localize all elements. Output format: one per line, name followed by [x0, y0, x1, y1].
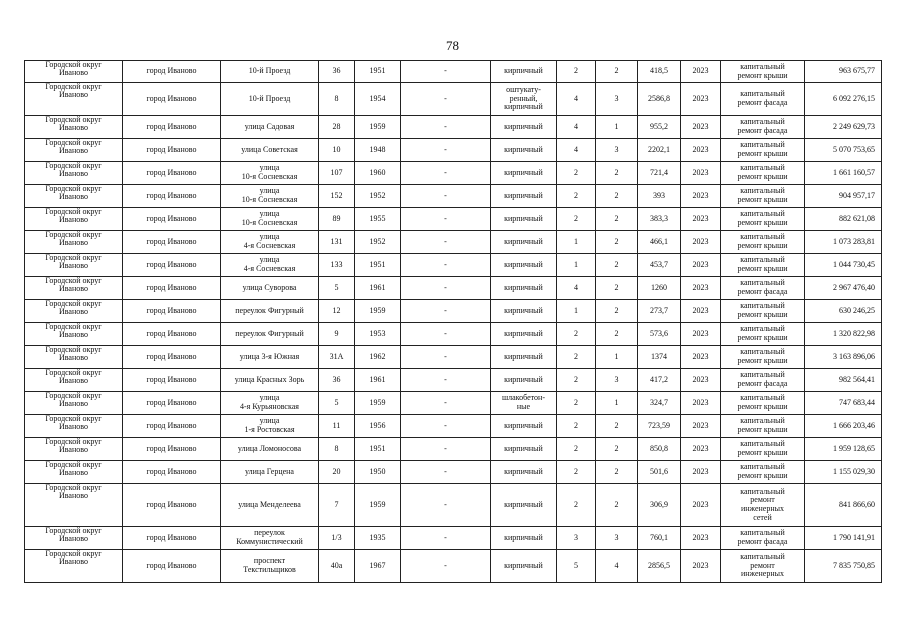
cell-planned-year: 2023 [681, 277, 721, 300]
cell-planned-year: 2023 [681, 231, 721, 254]
cell-year-reconstructed: - [401, 116, 491, 139]
cell-house-number: 8 [319, 83, 355, 116]
cell-entrances: 3 [596, 527, 638, 550]
cell-street: проспект Текстильщиков [221, 550, 319, 583]
cell-municipality: Городской округ Иваново [25, 61, 123, 83]
cell-floors: 2 [557, 484, 596, 527]
cell-area: 573,6 [638, 323, 681, 346]
cell-planned-year: 2023 [681, 415, 721, 438]
cell-entrances: 2 [596, 461, 638, 484]
cell-entrances: 2 [596, 162, 638, 185]
cell-house-number: 9 [319, 323, 355, 346]
cell-year-reconstructed: - [401, 392, 491, 415]
cell-wall-material: кирпичный [491, 550, 557, 583]
cell-floors: 2 [557, 369, 596, 392]
cell-area: 273,7 [638, 300, 681, 323]
cell-house-number: 31А [319, 346, 355, 369]
cell-street: улица Суворова [221, 277, 319, 300]
cell-street: улица Ломоносова [221, 438, 319, 461]
cell-locality: город Иваново [123, 277, 221, 300]
cell-year-built: 1950 [355, 461, 401, 484]
cell-house-number: 11 [319, 415, 355, 438]
cell-municipality: Городской округ Иваново [25, 185, 123, 208]
cell-work-type: капитальный ремонт крыши [721, 346, 805, 369]
cell-locality: город Иваново [123, 208, 221, 231]
cell-floors: 4 [557, 277, 596, 300]
cell-floors: 5 [557, 550, 596, 583]
cell-planned-year: 2023 [681, 83, 721, 116]
cell-street: улица 4-я Сосневская [221, 231, 319, 254]
cell-entrances: 2 [596, 208, 638, 231]
cell-cost: 3 163 896,06 [805, 346, 882, 369]
cell-wall-material: кирпичный [491, 185, 557, 208]
cell-year-reconstructed: - [401, 139, 491, 162]
cell-year-reconstructed: - [401, 185, 491, 208]
cell-locality: город Иваново [123, 300, 221, 323]
table-row [25, 185, 882, 208]
cell-planned-year: 2023 [681, 185, 721, 208]
cell-municipality: Городской округ Иваново [25, 346, 123, 369]
cell-locality: город Иваново [123, 369, 221, 392]
cell-work-type: капитальный ремонт крыши [721, 185, 805, 208]
cell-street: переулок Фигурный [221, 323, 319, 346]
cell-year-reconstructed: - [401, 346, 491, 369]
cell-floors: 2 [557, 162, 596, 185]
cell-entrances: 2 [596, 254, 638, 277]
cell-area: 723,59 [638, 415, 681, 438]
cell-house-number: 7 [319, 484, 355, 527]
cell-planned-year: 2023 [681, 550, 721, 583]
cell-planned-year: 2023 [681, 392, 721, 415]
cell-cost: 982 564,41 [805, 369, 882, 392]
cell-area: 453,7 [638, 254, 681, 277]
cell-locality: город Иваново [123, 438, 221, 461]
cell-area: 760,1 [638, 527, 681, 550]
cell-entrances: 1 [596, 116, 638, 139]
cell-municipality: Городской округ Иваново [25, 300, 123, 323]
cell-municipality: Городской округ Иваново [25, 527, 123, 550]
cell-entrances: 1 [596, 392, 638, 415]
cell-year-built: 1952 [355, 185, 401, 208]
cell-locality: город Иваново [123, 484, 221, 527]
cell-street: 10-й Проезд [221, 61, 319, 83]
cell-wall-material: оштукату- ренный, кирпичный [491, 83, 557, 116]
cell-entrances: 1 [596, 346, 638, 369]
cell-wall-material: кирпичный [491, 323, 557, 346]
cell-entrances: 2 [596, 185, 638, 208]
cell-entrances: 2 [596, 415, 638, 438]
cell-locality: город Иваново [123, 550, 221, 583]
cell-work-type: капитальный ремонт фасада [721, 369, 805, 392]
cell-street: улица 4-я Сосневская [221, 254, 319, 277]
cell-planned-year: 2023 [681, 300, 721, 323]
cell-floors: 1 [557, 300, 596, 323]
cell-house-number: 107 [319, 162, 355, 185]
cell-year-reconstructed: - [401, 83, 491, 116]
cell-house-number: 89 [319, 208, 355, 231]
cell-floors: 1 [557, 231, 596, 254]
table-row [25, 139, 882, 162]
cell-year-reconstructed: - [401, 438, 491, 461]
cell-year-reconstructed: - [401, 277, 491, 300]
cell-entrances: 3 [596, 139, 638, 162]
table-row [25, 527, 882, 550]
cell-wall-material: кирпичный [491, 139, 557, 162]
cell-year-reconstructed: - [401, 162, 491, 185]
cell-year-reconstructed: - [401, 254, 491, 277]
table-row [25, 61, 882, 83]
cell-floors: 2 [557, 461, 596, 484]
cell-floors: 2 [557, 208, 596, 231]
cell-planned-year: 2023 [681, 323, 721, 346]
cell-cost: 5 070 753,65 [805, 139, 882, 162]
cell-municipality: Городской округ Иваново [25, 323, 123, 346]
cell-floors: 2 [557, 415, 596, 438]
cell-area: 324,7 [638, 392, 681, 415]
cell-work-type: капитальный ремонт крыши [721, 208, 805, 231]
cell-area: 1260 [638, 277, 681, 300]
table-row [25, 162, 882, 185]
cell-year-built: 1959 [355, 116, 401, 139]
cell-floors: 1 [557, 254, 596, 277]
cell-locality: город Иваново [123, 392, 221, 415]
cell-municipality: Городской округ Иваново [25, 461, 123, 484]
cell-cost: 2 249 629,73 [805, 116, 882, 139]
cell-cost: 1 073 283,81 [805, 231, 882, 254]
cell-year-built: 1951 [355, 61, 401, 83]
cell-work-type: капитальный ремонт крыши [721, 461, 805, 484]
cell-floors: 4 [557, 139, 596, 162]
cell-locality: город Иваново [123, 116, 221, 139]
cell-municipality: Городской округ Иваново [25, 484, 123, 527]
cell-locality: город Иваново [123, 415, 221, 438]
table-row [25, 461, 882, 484]
cell-planned-year: 2023 [681, 461, 721, 484]
cell-cost: 1 959 128,65 [805, 438, 882, 461]
cell-work-type: капитальный ремонт инженерных сетей [721, 484, 805, 527]
cell-floors: 2 [557, 346, 596, 369]
cell-year-reconstructed: - [401, 231, 491, 254]
cell-year-built: 1956 [355, 415, 401, 438]
cell-cost: 841 866,60 [805, 484, 882, 527]
cell-entrances: 3 [596, 369, 638, 392]
cell-entrances: 2 [596, 438, 638, 461]
cell-wall-material: кирпичный [491, 346, 557, 369]
cell-street: улица Садовая [221, 116, 319, 139]
cell-cost: 747 683,44 [805, 392, 882, 415]
cell-municipality: Городской округ Иваново [25, 162, 123, 185]
table-row [25, 231, 882, 254]
cell-year-built: 1960 [355, 162, 401, 185]
cell-wall-material: кирпичный [491, 162, 557, 185]
cell-house-number: 12 [319, 300, 355, 323]
cell-work-type: капитальный ремонт крыши [721, 438, 805, 461]
cell-year-built: 1959 [355, 484, 401, 527]
cell-entrances: 3 [596, 83, 638, 116]
table-row [25, 392, 882, 415]
cell-work-type: капитальный ремонт фасада [721, 527, 805, 550]
cell-year-reconstructed: - [401, 208, 491, 231]
cell-year-reconstructed: - [401, 300, 491, 323]
cell-entrances: 2 [596, 231, 638, 254]
cell-wall-material: кирпичный [491, 415, 557, 438]
cell-area: 721,4 [638, 162, 681, 185]
cell-year-built: 1951 [355, 254, 401, 277]
cell-work-type: капитальный ремонт крыши [721, 231, 805, 254]
cell-year-built: 1962 [355, 346, 401, 369]
cell-locality: город Иваново [123, 61, 221, 83]
cell-locality: город Иваново [123, 527, 221, 550]
table-row [25, 254, 882, 277]
cell-year-reconstructed: - [401, 369, 491, 392]
cell-planned-year: 2023 [681, 346, 721, 369]
cell-wall-material: кирпичный [491, 231, 557, 254]
cell-year-reconstructed: - [401, 484, 491, 527]
cell-planned-year: 2023 [681, 438, 721, 461]
table-row [25, 277, 882, 300]
cell-area: 466,1 [638, 231, 681, 254]
cell-house-number: 10 [319, 139, 355, 162]
cell-planned-year: 2023 [681, 61, 721, 83]
cell-cost: 963 675,77 [805, 61, 882, 83]
cell-year-built: 1954 [355, 83, 401, 116]
cell-municipality: Городской округ Иваново [25, 254, 123, 277]
cell-year-reconstructed: - [401, 550, 491, 583]
cell-cost: 2 967 476,40 [805, 277, 882, 300]
cell-wall-material: кирпичный [491, 527, 557, 550]
cell-street: улица Красных Зорь [221, 369, 319, 392]
cell-floors: 2 [557, 438, 596, 461]
table-row [25, 550, 882, 583]
cell-year-built: 1935 [355, 527, 401, 550]
cell-floors: 4 [557, 83, 596, 116]
cell-locality: город Иваново [123, 346, 221, 369]
cell-cost: 882 621,08 [805, 208, 882, 231]
cell-municipality: Городской округ Иваново [25, 231, 123, 254]
cell-area: 306,9 [638, 484, 681, 527]
cell-municipality: Городской округ Иваново [25, 415, 123, 438]
cell-street: улица 4-я Курьяновская [221, 392, 319, 415]
table-row [25, 346, 882, 369]
cell-wall-material: кирпичный [491, 116, 557, 139]
cell-locality: город Иваново [123, 461, 221, 484]
cell-planned-year: 2023 [681, 484, 721, 527]
cell-street: улица Советская [221, 139, 319, 162]
cell-street: улица 3-я Южная [221, 346, 319, 369]
cell-street: улица 10-я Сосневская [221, 208, 319, 231]
cell-planned-year: 2023 [681, 162, 721, 185]
cell-entrances: 2 [596, 484, 638, 527]
cell-wall-material: кирпичный [491, 369, 557, 392]
cell-street: улица 1-я Ростовская [221, 415, 319, 438]
cell-work-type: капитальный ремонт фасада [721, 116, 805, 139]
cell-work-type: капитальный ремонт крыши [721, 323, 805, 346]
cell-street: улица 10-я Сосневская [221, 185, 319, 208]
cell-work-type: капитальный ремонт крыши [721, 139, 805, 162]
cell-area: 501,6 [638, 461, 681, 484]
cell-planned-year: 2023 [681, 139, 721, 162]
cell-cost: 1 155 029,30 [805, 461, 882, 484]
cell-wall-material: кирпичный [491, 484, 557, 527]
cell-cost: 1 044 730,45 [805, 254, 882, 277]
cell-work-type: капитальный ремонт крыши [721, 162, 805, 185]
cell-year-built: 1948 [355, 139, 401, 162]
cell-house-number: 131 [319, 231, 355, 254]
table-row [25, 116, 882, 139]
cell-locality: город Иваново [123, 185, 221, 208]
cell-locality: город Иваново [123, 231, 221, 254]
cell-work-type: капитальный ремонт фасада [721, 277, 805, 300]
cell-cost: 1 790 141,91 [805, 527, 882, 550]
cell-area: 2856,5 [638, 550, 681, 583]
table-row [25, 83, 882, 116]
table-row [25, 369, 882, 392]
cell-area: 850,8 [638, 438, 681, 461]
cell-planned-year: 2023 [681, 208, 721, 231]
cell-year-built: 1959 [355, 300, 401, 323]
cell-work-type: капитальный ремонт крыши [721, 300, 805, 323]
cell-cost: 904 957,17 [805, 185, 882, 208]
cell-house-number: 36 [319, 369, 355, 392]
cell-planned-year: 2023 [681, 116, 721, 139]
table-row [25, 323, 882, 346]
cell-municipality: Городской округ Иваново [25, 392, 123, 415]
cell-year-reconstructed: - [401, 527, 491, 550]
cell-house-number: 40а [319, 550, 355, 583]
cell-municipality: Городской округ Иваново [25, 369, 123, 392]
cell-street: переулок Фигурный [221, 300, 319, 323]
cell-work-type: капитальный ремонт крыши [721, 61, 805, 83]
cell-municipality: Городской округ Иваново [25, 277, 123, 300]
cell-year-built: 1967 [355, 550, 401, 583]
cell-house-number: 5 [319, 392, 355, 415]
cell-work-type: капитальный ремонт крыши [721, 254, 805, 277]
cell-municipality: Городской округ Иваново [25, 208, 123, 231]
cell-cost: 1 320 822,98 [805, 323, 882, 346]
cell-floors: 2 [557, 61, 596, 83]
cell-house-number: 1/3 [319, 527, 355, 550]
cell-house-number: 20 [319, 461, 355, 484]
cell-house-number: 5 [319, 277, 355, 300]
cell-locality: город Иваново [123, 323, 221, 346]
page-number: 78 [446, 38, 459, 53]
cell-floors: 3 [557, 527, 596, 550]
cell-house-number: 28 [319, 116, 355, 139]
cell-year-built: 1961 [355, 369, 401, 392]
cell-municipality: Городской округ Иваново [25, 83, 123, 116]
cell-year-reconstructed: - [401, 461, 491, 484]
cell-area: 393 [638, 185, 681, 208]
cell-locality: город Иваново [123, 139, 221, 162]
cell-year-built: 1961 [355, 277, 401, 300]
cell-entrances: 2 [596, 323, 638, 346]
cell-area: 2586,8 [638, 83, 681, 116]
cell-street: улица Герцена [221, 461, 319, 484]
cell-house-number: 36 [319, 61, 355, 83]
cell-area: 418,5 [638, 61, 681, 83]
cell-planned-year: 2023 [681, 369, 721, 392]
cell-year-reconstructed: - [401, 61, 491, 83]
cell-entrances: 2 [596, 300, 638, 323]
cell-year-built: 1952 [355, 231, 401, 254]
cell-year-built: 1953 [355, 323, 401, 346]
cell-locality: город Иваново [123, 83, 221, 116]
cell-street: улица 10-я Сосневская [221, 162, 319, 185]
cell-cost: 1 661 160,57 [805, 162, 882, 185]
cell-wall-material: кирпичный [491, 254, 557, 277]
cell-street: улица Менделеева [221, 484, 319, 527]
cell-work-type: капитальный ремонт фасада [721, 83, 805, 116]
cell-work-type: капитальный ремонт инженерных [721, 550, 805, 583]
cell-cost: 6 092 276,15 [805, 83, 882, 116]
cell-floors: 4 [557, 116, 596, 139]
cell-planned-year: 2023 [681, 254, 721, 277]
cell-year-built: 1951 [355, 438, 401, 461]
data-table [24, 60, 882, 583]
cell-wall-material: шлакобетон- ные [491, 392, 557, 415]
cell-street: переулок Коммунистический [221, 527, 319, 550]
cell-entrances: 2 [596, 61, 638, 83]
cell-floors: 2 [557, 185, 596, 208]
table-row [25, 300, 882, 323]
cell-municipality: Городской округ Иваново [25, 139, 123, 162]
cell-wall-material: кирпичный [491, 461, 557, 484]
cell-year-built: 1959 [355, 392, 401, 415]
cell-area: 2202,1 [638, 139, 681, 162]
cell-area: 383,3 [638, 208, 681, 231]
cell-house-number: 8 [319, 438, 355, 461]
cell-year-reconstructed: - [401, 323, 491, 346]
cell-year-built: 1955 [355, 208, 401, 231]
table-row [25, 208, 882, 231]
cell-cost: 630 246,25 [805, 300, 882, 323]
cell-house-number: 152 [319, 185, 355, 208]
cell-wall-material: кирпичный [491, 438, 557, 461]
cell-municipality: Городской округ Иваново [25, 550, 123, 583]
cell-floors: 2 [557, 392, 596, 415]
cell-work-type: капитальный ремонт крыши [721, 415, 805, 438]
cell-street: 10-й Проезд [221, 83, 319, 116]
cell-floors: 2 [557, 323, 596, 346]
cell-municipality: Городской округ Иваново [25, 116, 123, 139]
cell-locality: город Иваново [123, 162, 221, 185]
cell-house-number: 133 [319, 254, 355, 277]
cell-work-type: капитальный ремонт крыши [721, 392, 805, 415]
cell-municipality: Городской округ Иваново [25, 438, 123, 461]
cell-entrances: 2 [596, 277, 638, 300]
cell-cost: 1 666 203,46 [805, 415, 882, 438]
table-row [25, 484, 882, 527]
table-row [25, 438, 882, 461]
cell-planned-year: 2023 [681, 527, 721, 550]
cell-area: 417,2 [638, 369, 681, 392]
cell-wall-material: кирпичный [491, 61, 557, 83]
cell-area: 1374 [638, 346, 681, 369]
cell-area: 955,2 [638, 116, 681, 139]
cell-entrances: 4 [596, 550, 638, 583]
cell-cost: 7 835 750,85 [805, 550, 882, 583]
cell-wall-material: кирпичный [491, 300, 557, 323]
cell-locality: город Иваново [123, 254, 221, 277]
cell-wall-material: кирпичный [491, 277, 557, 300]
cell-wall-material: кирпичный [491, 208, 557, 231]
cell-year-reconstructed: - [401, 415, 491, 438]
table-row [25, 415, 882, 438]
